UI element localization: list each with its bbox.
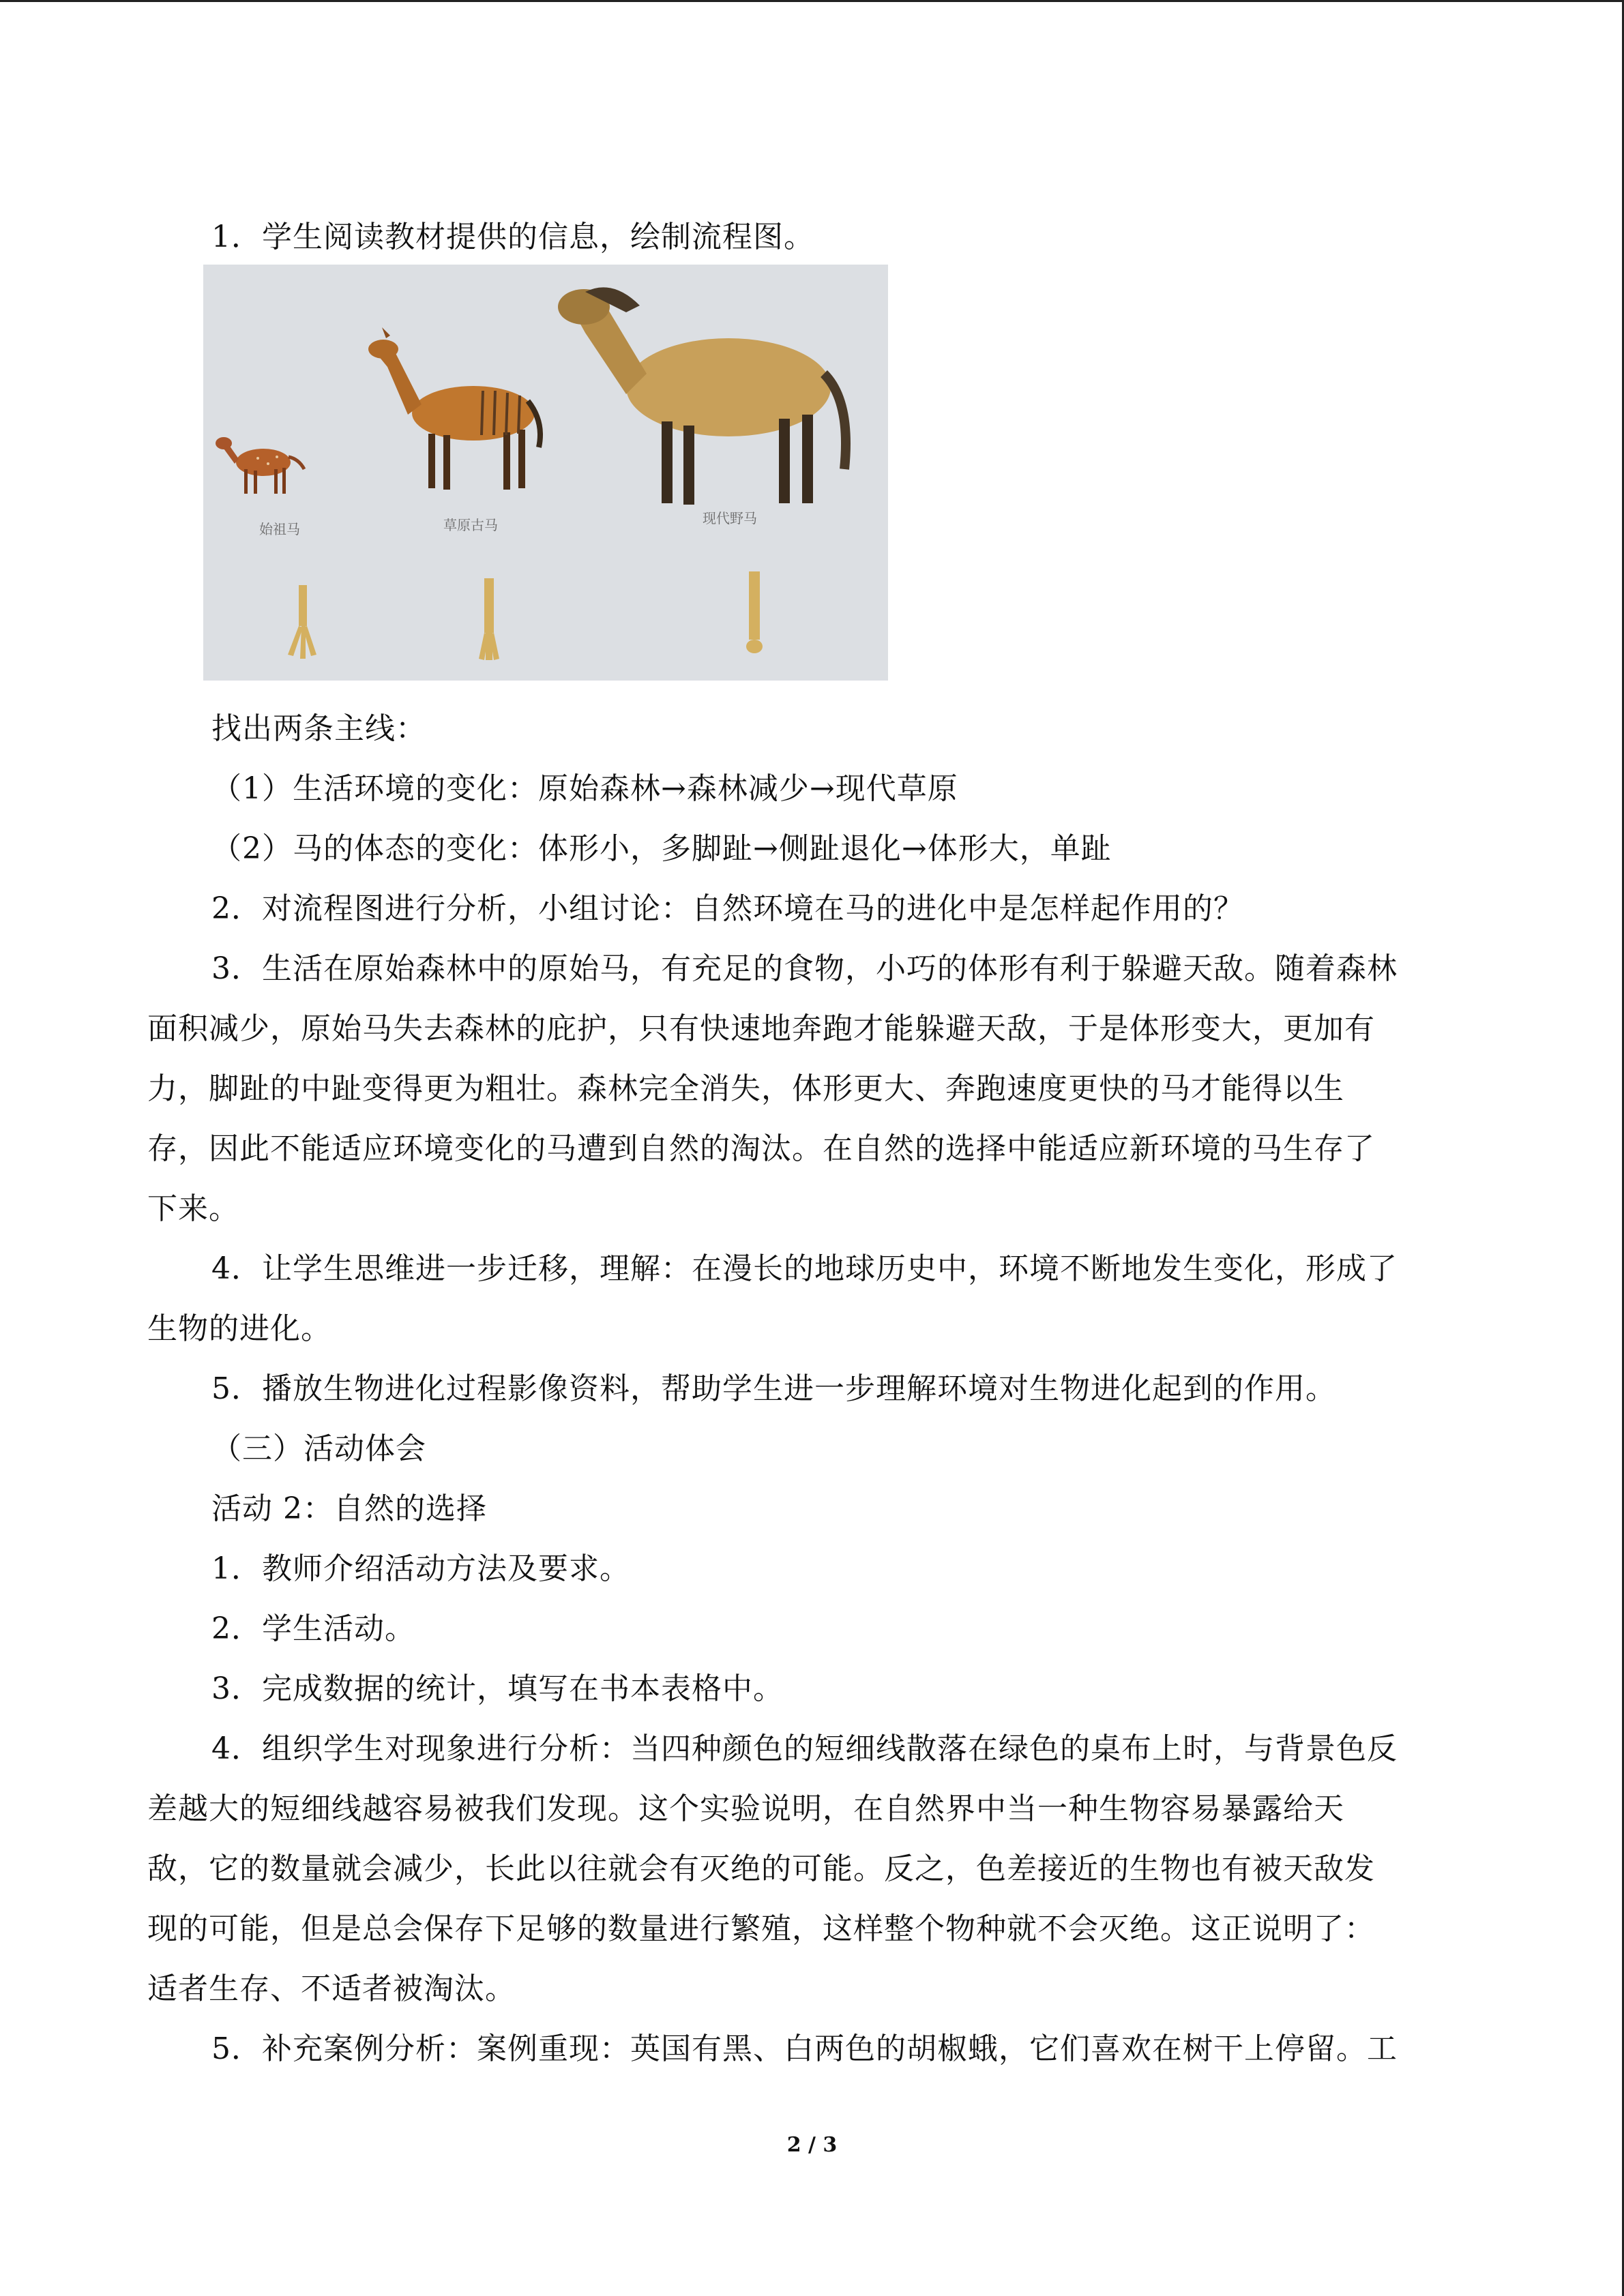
activity-2-title: 活动 2：自然的选择 xyxy=(211,1491,487,1526)
eohippus-foot-bone xyxy=(288,585,316,659)
activity-step-3: 3．完成数据的统计，填写在书本表格中。 xyxy=(211,1671,784,1706)
page-top-border xyxy=(0,0,1624,2)
paragraph-step-2: 2．对流程图进行分析，小组讨论：自然环境在马的进化中是怎样起作用的？ xyxy=(211,891,1244,926)
merychippus-illustration xyxy=(368,327,540,490)
activity-step-4-line-4: 现的可能，但是总会保存下足够的数量进行繁殖，这样整个物种就不会灭绝。这正说明了： xyxy=(147,1911,1375,1946)
eohippus-label: 始祖马 xyxy=(259,521,300,537)
activity-step-4-line-1: 4．组织学生对现象进行分析：当四种颜色的短细线散落在绿色的桌布上时，与背景色反 xyxy=(211,1731,1398,1766)
activity-step-4-line-2: 差越大的短细线越容易被我们发现。这个实验说明，在自然界中当一种生物容易暴露给天 xyxy=(147,1791,1344,1826)
activity-step-2: 2．学生活动。 xyxy=(211,1611,415,1646)
section-heading-activity: （三）活动体会 xyxy=(211,1431,426,1466)
paragraph-step-1: 1．学生阅读教材提供的信息，绘制流程图。 xyxy=(211,220,814,254)
modern-horse-label: 现代野马 xyxy=(703,510,757,526)
paragraph-step-3-line-2: 面积减少，原始马失去森林的庇护，只有快速地奔跑才能躲避天敌，于是体形变大，更加有 xyxy=(147,1011,1375,1046)
activity-step-4-line-5: 适者生存、不适者被淘汰。 xyxy=(147,1971,516,2006)
paragraph-environment-change: （1）生活环境的变化：原始森林→森林减少→现代草原 xyxy=(211,771,958,806)
paragraph-main-lines: 找出两条主线： xyxy=(211,711,426,746)
paragraph-horse-body-change: （2）马的体态的变化：体形小，多脚趾→侧趾退化→体形大，单趾 xyxy=(211,831,1112,866)
activity-step-5: 5．补充案例分析：案例重现：英国有黑、白两色的胡椒蛾，它们喜欢在树干上停留。工 xyxy=(211,2031,1398,2066)
paragraph-step-4-line-2: 生物的进化。 xyxy=(147,1311,331,1346)
horse-evolution-illustration xyxy=(203,265,888,681)
activity-step-1: 1．教师介绍活动方法及要求。 xyxy=(211,1551,630,1586)
paragraph-step-3-line-5: 下来。 xyxy=(147,1191,239,1226)
paragraph-step-3-line-1: 3．生活在原始森林中的原始马，有充足的食物，小巧的体形有利于躲避天敌。随着森林 xyxy=(211,951,1398,986)
eohippus-illustration xyxy=(216,437,304,494)
paragraph-step-5: 5．播放生物进化过程影像资料，帮助学生进一步理解环境对生物进化起到的作用。 xyxy=(211,1371,1336,1406)
horse-evolution-figure xyxy=(203,265,888,681)
activity-step-4-line-3: 敌，它的数量就会减少，长此以往就会有灭绝的可能。反之，色差接近的生物也有被天敌发 xyxy=(147,1851,1375,1886)
modern-horse-foot-bone xyxy=(746,571,763,653)
page-number: 2 / 3 xyxy=(786,2133,838,2157)
merychippus-label: 草原古马 xyxy=(443,517,498,533)
paragraph-step-3-line-3: 力，脚趾的中趾变得更为粗壮。森林完全消失，体形更大、奔跑速度更快的马才能得以生 xyxy=(147,1071,1344,1106)
paragraph-step-4-line-1: 4．让学生思维进一步迁移，理解：在漫长的地球历史中，环境不断地发生变化，形成了 xyxy=(211,1251,1398,1286)
merychippus-foot-bone xyxy=(479,578,499,660)
modern-horse-illustration xyxy=(558,287,846,505)
paragraph-step-3-line-4: 存，因此不能适应环境变化的马遭到自然的淘汰。在自然的选择中能适应新环境的马生存了 xyxy=(147,1131,1375,1166)
